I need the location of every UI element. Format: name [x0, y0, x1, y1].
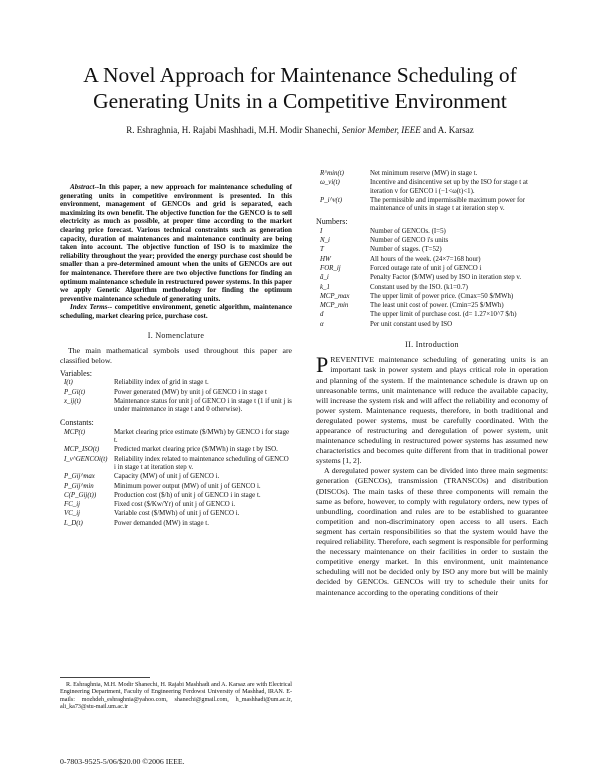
symbol: P_i^v(t) — [320, 196, 343, 204]
index-terms-lead: Index Terms — [70, 303, 108, 312]
symbol-description: Market clearing price estimate ($/MWh) by GENCO i for stage t. — [114, 428, 290, 445]
constants-table — [60, 429, 292, 529]
number-row — [316, 237, 548, 246]
symbol: MCP_min — [320, 302, 349, 310]
abstract-text: --In this paper, a new approach for maintenance scheduling of generating units in competitive environment is presented. In this environment, management of GENCOs and grid is separated, each maximizing its own benefit. The objective function for the GENCO is to sell electricity as much as possible, at proper time according to the market clearing price forecast. Various technical constraints such as generation capacity, duration of maintenances and maintenance continuity are being taken into account. The objective function of ISO is to maximize the reliability throughout the year; provided the energy purchase cost should be smaller than a pre-determined amount when the units of GENCOs are out for maintenance. Therefore there are two objective functions for finding an optimum maintenance schedule in restructured power systems. In this paper we apply Genetic Algorithm methodology for finding the optimum preventive maintenance schedule of generating units. — [60, 183, 292, 303]
footnote-rule — [60, 677, 150, 678]
symbol-description: Production cost ($/h) of unit j of GENCO i in stage t. — [114, 491, 261, 499]
drop-cap: P — [316, 352, 329, 378]
right-column — [316, 170, 548, 598]
symbol-description: Net minimum reserve (MW) in stage t. — [370, 170, 478, 177]
variable-row — [60, 389, 292, 398]
symbol: I(t) — [64, 379, 73, 387]
number-row — [316, 265, 548, 274]
symbol-description: Maintenance status for unit j of GENCO i in stage t (1 if unit j is under maintenance in stage t and 0 otherwise). — [114, 397, 292, 414]
symbol-description: Penalty Factor ($/MW) used by ISO in iteration step v. — [370, 274, 522, 282]
isbn-line: 0-7803-9525-5/06/$20.00 ©2006 IEEE. — [60, 757, 185, 766]
nomenclature-heading: I. Nomenclature — [147, 330, 205, 340]
number-row — [316, 256, 548, 265]
paper-title: A Novel Approach for Maintenance Scheduling of Generating Units in a Competitive Environment — [83, 63, 517, 113]
constant-row — [60, 456, 292, 474]
numbers-table — [316, 228, 548, 330]
authors-membership: Senior Member, IEEE — [342, 125, 421, 135]
symbol: FOR_ij — [320, 264, 341, 272]
symbol-description: The upper limit of power price. (Cmax=50 $/MWh) — [370, 292, 514, 300]
symbol-description: Predicted market clearing price ($/MWh) in stage t by ISO. — [114, 446, 278, 454]
abstract — [60, 183, 292, 303]
symbol-description: The upper limit of purchase cost. (d= 1.27×10^7 $/h) — [370, 311, 517, 319]
symbol: I — [320, 227, 323, 235]
more-constants-table — [316, 170, 548, 214]
symbol: k_1 — [320, 283, 330, 291]
symbol: L_D(t) — [64, 519, 83, 527]
symbol: ā_i — [320, 274, 329, 282]
symbol-description: Reliability index related to maintenance scheduling of GENCO i in stage t at iteration step v. — [114, 455, 289, 471]
symbol: P_Gij^max — [64, 473, 95, 481]
constant-row — [60, 473, 292, 482]
constant-row — [316, 197, 548, 215]
symbol: R^min(t) — [320, 170, 344, 177]
numbers-label: Numbers: — [316, 217, 348, 227]
symbol-description: Minimum power output (MW) of unit j of GENCO i. — [114, 482, 261, 490]
symbol-description: Number of GENCO i's units — [370, 237, 449, 245]
symbol-description: Reliability index of grid in stage t. — [114, 379, 209, 387]
number-row — [316, 274, 548, 283]
index-terms — [60, 303, 292, 320]
author-line — [20, 125, 580, 135]
intro-para-1-text: REVENTIVE maintenance scheduling of generating units is an important task in power system and plays critical role in operation and planning of the system. If the maintenance schedule is drawn up on unreasonable terms, unit maintenance will reduce the available capacity, will increase the system risk and will affect the reliability and economy of power system. Maintenance requests, therefore, in both traditional and deregulated power systems, must be carefully coordinated. With the appearance of restructuring and deregulation of power system, unit maintenance scheduling in restructured power systems has assumed new characteristics and becomes quite different from that in traditional power systems [1, 2]. — [316, 355, 548, 466]
symbol: MCP_max — [320, 292, 350, 300]
variable-row — [60, 398, 292, 416]
number-row — [316, 321, 548, 330]
constant-row — [60, 483, 292, 492]
introduction-heading: II. Introduction — [405, 340, 459, 350]
symbol-description: Capacity (MW) of unit j of GENCO i. — [114, 473, 220, 481]
constant-row — [316, 170, 548, 179]
intro-para-1 — [316, 352, 548, 466]
symbol: N_i — [320, 237, 330, 245]
index-terms-text: -- competitive environment, genetic algorithm, maintenance scheduling, market clearing price, purchase cost. — [60, 303, 292, 320]
authors-last: and A. Karsaz — [422, 125, 474, 135]
number-row — [316, 293, 548, 302]
symbol: FC_ij — [64, 501, 81, 509]
authors-names: R. Eshraghnia, H. Rajabi Mashhadi, M.H. Modir Shanechi, — [126, 125, 340, 135]
symbol: VC_ij — [64, 510, 81, 518]
symbol-description: Variable cost ($/MWh) of unit j of GENCO i. — [114, 510, 240, 518]
symbol-description: Number of GENCOs. (I=5) — [370, 227, 446, 235]
intro-para-2: A deregulated power system can be divided into three main segments: generation (GENCOs), transmission (TRANSCOs) and distribution (DISCOs). The main tasks of these three components will remain the same as before, however, to comply with regulatory orders, new types of unbundling, coordination and rules are to be established to guarantee competition and non-discriminatory open access to all users. Each segment has certain responsibilities so that the system would have the required reliability. Therefore, each segment is responsible for performing the necessary maintenance on their facilities in order to sustain the competitive energy market. In this environment, unit maintenance scheduling will not be decided only by ISO any more but will be mainly decided by GENCOs. GENCOs will try to schedule their units for maintenance according to the operating conditions of their — [316, 466, 548, 597]
symbol: MCP_ISO(t) — [64, 446, 100, 454]
symbol-description: Power generated (MW) by unit j of GENCO i in stage t — [114, 388, 267, 396]
symbol-description: The least unit cost of power. (Cmin=25 $/MWh) — [370, 302, 504, 310]
constant-row — [60, 510, 292, 519]
number-row — [316, 228, 548, 237]
symbol-description: The permissible and impermissible maximum power for maintenance of units in stage t at iteration step v. — [370, 196, 526, 213]
variable-row — [60, 379, 292, 388]
number-row — [316, 311, 548, 320]
symbol-description: Incentive and disincentive set up by the ISO for stage t at iteration v for GENCO i (−1<ω(t)<1). — [370, 179, 528, 195]
symbol-description: Forced outage rate of unit j of GENCO i — [370, 264, 482, 272]
symbol: x_ij(t) — [64, 397, 81, 405]
number-row — [316, 246, 548, 255]
symbol: d — [320, 311, 324, 319]
abstract-lead: Abstract — [70, 183, 95, 191]
symbol: ω_vi(t) — [320, 179, 340, 187]
constant-row — [60, 446, 292, 455]
constants-label: Constants: — [60, 418, 94, 428]
constant-row — [60, 520, 292, 529]
symbol-description: Number of stages. (T=52) — [370, 246, 442, 254]
variables-label: Variables: — [60, 368, 92, 378]
symbol: α — [320, 320, 324, 328]
symbol: MCP(t) — [64, 428, 86, 436]
constant-row — [316, 179, 548, 197]
symbol-description: Power demanded (MW) in stage t. — [114, 519, 209, 527]
symbol: P_Gi(t) — [64, 388, 86, 396]
constant-row — [60, 492, 292, 501]
number-row — [316, 284, 548, 293]
symbol-description: Fixed cost ($/Kw/Yr) of unit j of GENCO i. — [114, 501, 236, 509]
constant-row — [60, 429, 292, 447]
symbol-description: Constant used by the ISO. (k1=0.7) — [370, 283, 468, 291]
introduction — [316, 352, 548, 597]
symbol-description: All hours of the week. (24×7=168 hour) — [370, 255, 481, 263]
footnote-affiliation: R. Eshraghnia, M.H. Modir Shanechi, H. Rajabi Mashhadi and A. Karsaz are with Electrical Engineering Department, Faculty of Engineering Ferdowsi University of Mashhad, IRAN. E-mails: mozhdeh_eshraghnia@yahoo.com, shanechi@gmail.com, h_mashhadi@um.ac.ir, ali_ka73@stu-mail.um.ac.ir — [60, 682, 292, 710]
variables-table — [60, 379, 292, 415]
nomenclature-intro: The main mathematical symbols used throughout this paper are classified below. — [60, 345, 292, 365]
symbol: T — [320, 246, 324, 254]
symbol-description: Per unit constant used by ISO — [370, 320, 453, 328]
left-column — [60, 183, 292, 529]
number-row — [316, 302, 548, 311]
symbol: P_Gij^min — [64, 482, 94, 490]
symbol: HW — [320, 255, 331, 263]
symbol: C(P_Gij(t)) — [64, 491, 97, 499]
constant-row — [60, 501, 292, 510]
footnote — [60, 682, 292, 711]
symbol: I_v^GENCOi(t) — [64, 455, 108, 463]
